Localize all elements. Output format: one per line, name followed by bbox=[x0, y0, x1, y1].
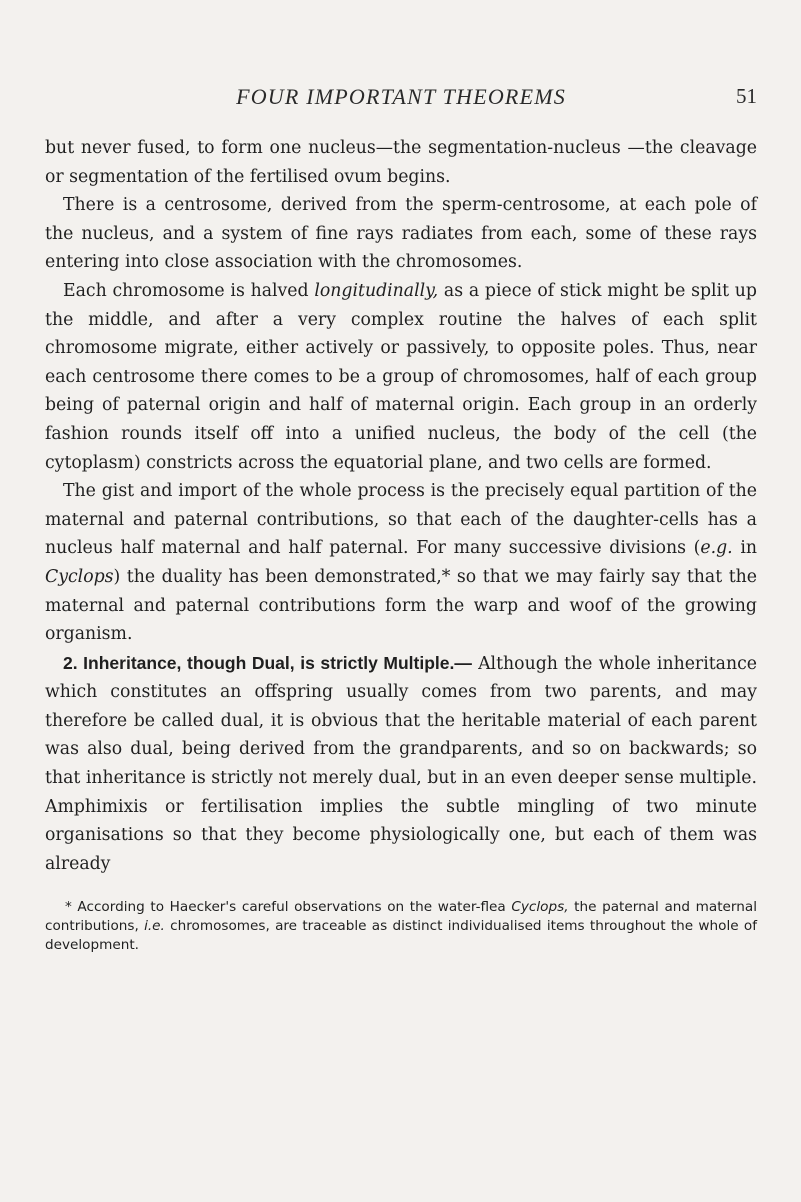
footnote-cyclops: Cyclops, bbox=[511, 899, 569, 916]
paragraph-3 bbox=[45, 277, 757, 477]
footnote-text-start: * According to Haecker's careful observations on the water-flea bbox=[65, 899, 512, 916]
paragraph-4-text-end: ) the duality has been demonstrated,* so that we may fairly say that the maternal and paternal contributions form the warp and woof of the growing organism. bbox=[45, 566, 757, 645]
paragraph-1 bbox=[45, 134, 757, 191]
footnote-text-end: chromosomes, are traceable as distinct individualised items throughout the whole of development. bbox=[45, 918, 757, 954]
page-header bbox=[45, 84, 757, 124]
paragraph-2 bbox=[45, 191, 757, 277]
paragraph-3-text-end: as a piece of stick might be split up the middle, and after a very complex routine the halves of each split chromosome migrate, either actively or passively, to opposite poles. Thus, near each centrosome there comes to be a group of chromosomes, half of each group being of paternal origin and half of maternal origin. Each group in an orderly fashion rounds itself off into a unified nucleus, the body of the cell (the cytoplasm) constricts across the equatorial plane, and two cells are formed. bbox=[45, 280, 757, 473]
paragraph-4 bbox=[45, 477, 757, 649]
footnote-ie: i.e. bbox=[144, 918, 165, 935]
paragraph-3-emphasis: longitudinally, bbox=[314, 280, 439, 301]
footnote bbox=[45, 898, 757, 955]
paragraph-4-cyclops: Cyclops bbox=[45, 566, 114, 587]
body-text bbox=[45, 134, 757, 878]
paragraph-1-text: but never fused, to form one nucleus—the segmentation-nucleus —the cleavage or segmentation of the fertilised ovum begins. bbox=[45, 138, 757, 187]
paragraph-4-text-start: The gist and import of the whole process is the precisely equal partition of the maternal and paternal contributions, so that each of the daughter-cells has a nucleus half maternal and half paternal. For many successive divisions ( bbox=[45, 481, 757, 559]
paragraph-4-eg: e.g. bbox=[700, 538, 733, 559]
paragraph-4-text-mid: in bbox=[732, 538, 757, 559]
footnote-paragraph bbox=[45, 898, 757, 955]
book-page bbox=[45, 84, 757, 955]
running-title: FOUR IMPORTANT THEOREMS bbox=[236, 84, 566, 109]
paragraph-3-text-start: Each chromosome is halved bbox=[63, 280, 315, 301]
paragraph-5 bbox=[45, 649, 757, 879]
section-heading: 2. Inheritance, though Dual, is strictly Multiple.— bbox=[63, 652, 472, 673]
page-number: 51 bbox=[736, 84, 757, 108]
paragraph-2-text: There is a centrosome, derived from the sperm-centrosome, at each pole of the nucleus, and a system of fine rays radiates from each, some of these rays entering into close association with the chromosomes. bbox=[45, 195, 757, 273]
paragraph-5-text: Although the whole inheritance which constitutes an offspring usually comes from two parents, and may therefore be called dual, it is obvious that the heritable material of each parent was also dual, being derived from the grandparents, and so on backwards; so that inheritance is strictly not merely dual, but in an even deeper sense multiple. Amphimixis or fertilisation implies the subtle mingling of two minute organisations so that they become physiologically one, but each of them was already bbox=[45, 653, 758, 874]
footnote-text-mid: the paternal and maternal contributions, bbox=[45, 899, 757, 935]
